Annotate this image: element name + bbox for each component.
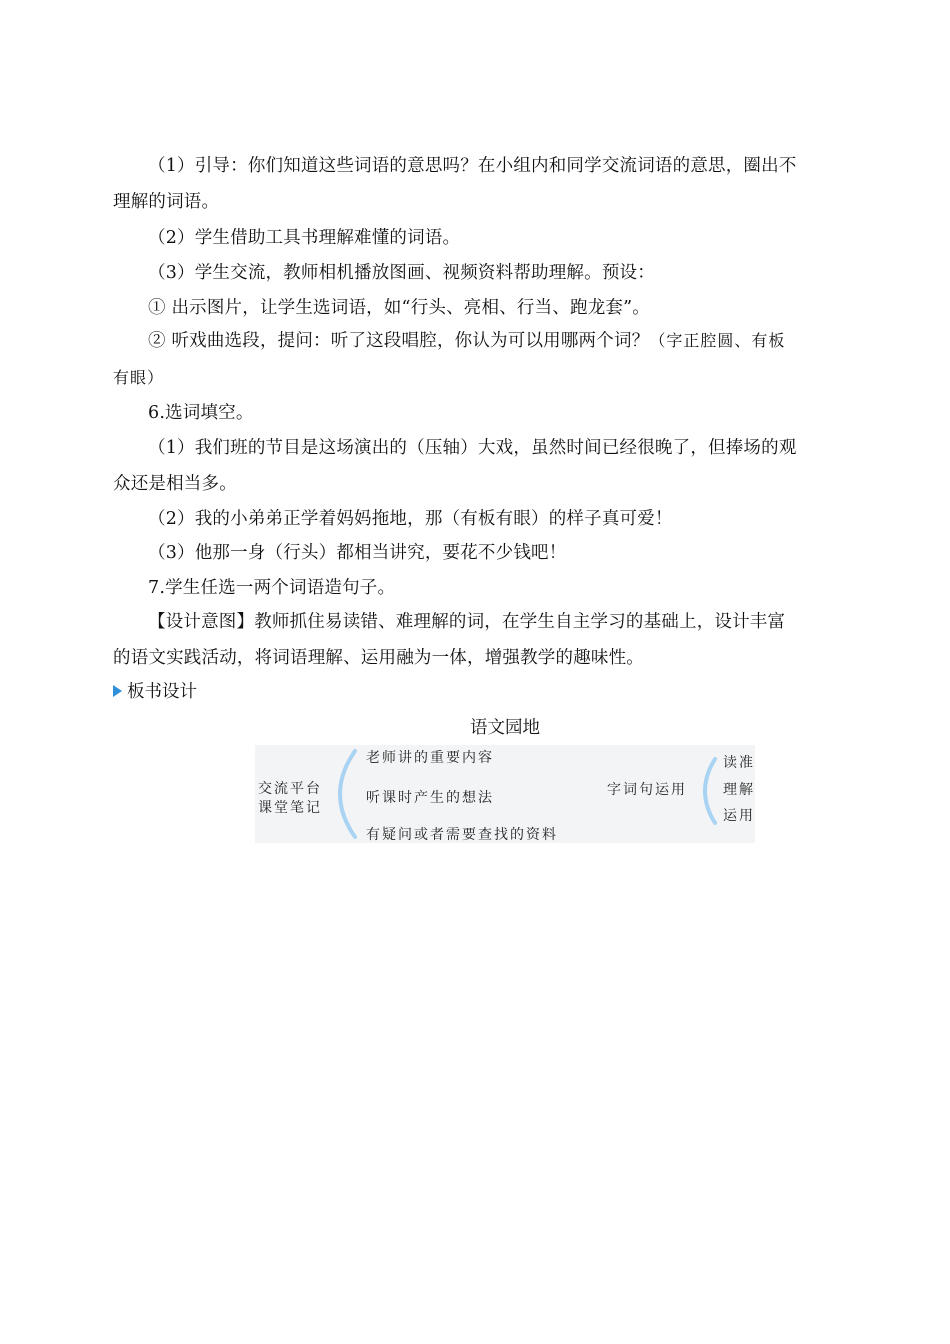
blackboard-diagram bbox=[255, 745, 755, 843]
paragraph-opera-line-1 bbox=[148, 330, 785, 352]
design-intent-line-1: 【设计意图】教师抓住易读错、难理解的词，在学生自主学习的基础上，设计丰富 bbox=[148, 612, 786, 632]
note-item: 听课时产生的想法 bbox=[366, 790, 494, 806]
left-label-class-notes: 课堂笔记 bbox=[258, 800, 322, 816]
fill-blank-q3: （3）他那一身（行头）都相当讲究，要花不少钱吧！ bbox=[148, 543, 567, 563]
opera-answer-part-1: （字正腔圆、有板 bbox=[649, 331, 786, 350]
opera-question: ② 听戏曲选段，提问：听了这段唱腔，你认为可以用哪两个词？ bbox=[148, 331, 650, 351]
middle-label-word-usage: 字词句运用 bbox=[607, 782, 687, 798]
item-6-heading: 6.选词填空。 bbox=[148, 403, 254, 423]
fill-blank-q1-line-1: （1）我们班的节目是这场演出的（压轴）大戏，虽然时间已经很晚了，但捧场的观 bbox=[148, 438, 797, 458]
opera-answer-part-2: 有眼） bbox=[113, 368, 165, 387]
design-intent-line-2: 的语文实践活动，将词语理解、运用融为一体，增强教学的趣味性。 bbox=[113, 648, 644, 668]
item-7-heading: 7.学生任选一两个词语造句子。 bbox=[148, 578, 396, 598]
right-item: 理解 bbox=[723, 782, 755, 798]
paragraph-show-pictures: ① 出示图片，让学生选词语，如“行头、亮相、行当、跑龙套”。 bbox=[148, 298, 650, 318]
paragraph-dictionary: （2）学生借助工具书理解难懂的词语。 bbox=[148, 228, 461, 248]
fill-blank-q1-line-2: 众还是相当多。 bbox=[113, 474, 237, 494]
board-design-heading-label: 板书设计 bbox=[127, 682, 197, 702]
right-item: 读准 bbox=[723, 755, 755, 771]
paragraph-guide-line-2: 理解的词语。 bbox=[113, 192, 220, 212]
board-design-heading bbox=[113, 681, 197, 703]
note-item: 有疑问或者需要查找的资料 bbox=[366, 827, 558, 843]
left-label-exchange-platform: 交流平台 bbox=[258, 781, 322, 797]
fill-blank-q2: （2）我的小弟弟正学着妈妈拖地，那（有板有眼）的样子真可爱！ bbox=[148, 509, 673, 529]
triangle-marker-icon bbox=[113, 685, 122, 697]
right-item: 运用 bbox=[723, 808, 755, 824]
paragraph-guide-line-1: （1）引导：你们知道这些词语的意思吗？在小组内和同学交流词语的意思，圈出不 bbox=[148, 156, 797, 176]
left-brace-icon bbox=[340, 751, 355, 837]
board-title: 语文园地 bbox=[470, 718, 540, 738]
paragraph-exchange: （3）学生交流，教师相机播放图画、视频资料帮助理解。预设： bbox=[148, 263, 655, 283]
right-brace-icon bbox=[705, 759, 715, 823]
note-item: 老师讲的重要内容 bbox=[366, 750, 494, 766]
